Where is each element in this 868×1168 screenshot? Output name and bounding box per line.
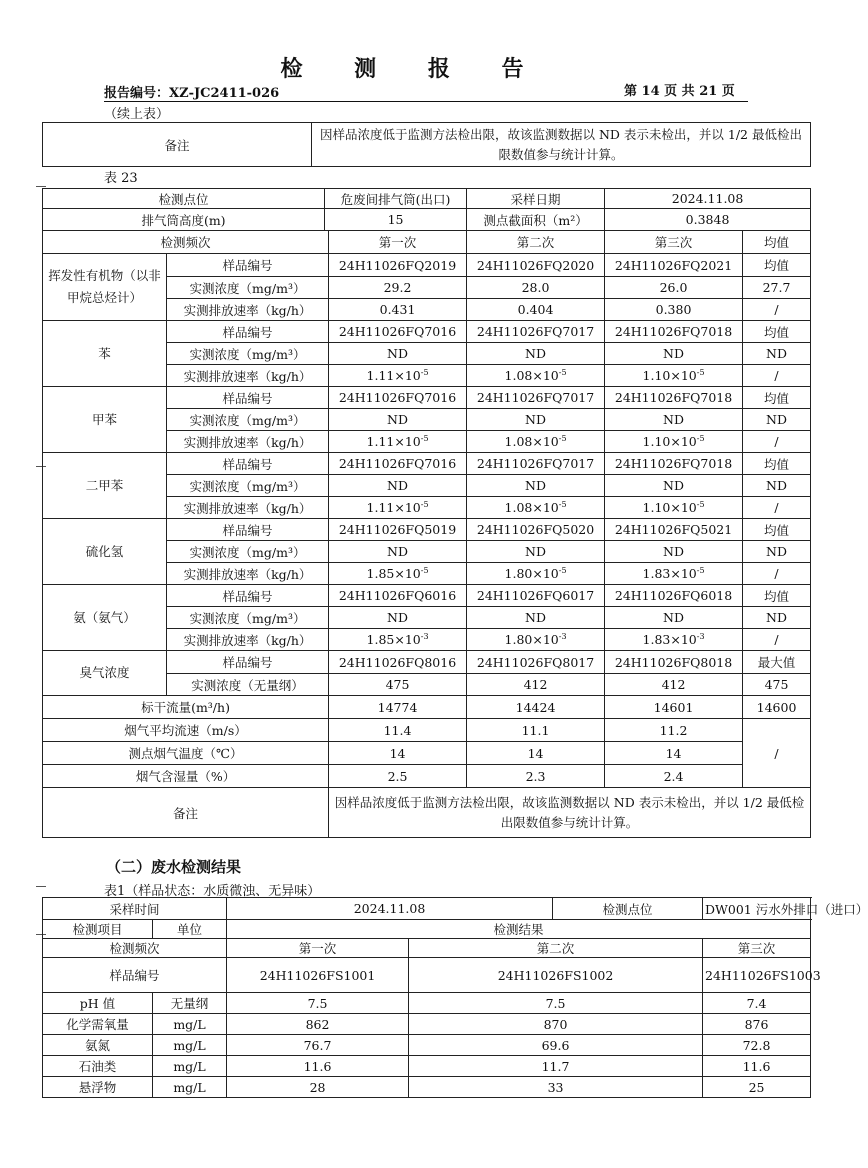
cell-run-2: 24H11026FQ5020 xyxy=(467,519,605,541)
table23-caption: 表 23 xyxy=(104,171,138,186)
cell-avg: 均值 xyxy=(743,585,811,607)
cell-run-2: $1.08\times 10^{-5}$ xyxy=(467,365,605,387)
param-row xyxy=(43,719,811,742)
ww-sample-3: 24H11026FS1003 xyxy=(703,958,811,993)
row-label: 样品编号 xyxy=(167,453,329,475)
cell-avg: / xyxy=(743,497,811,519)
cell-run-3: $1.10\times 10^{-5}$ xyxy=(605,365,743,387)
table-row xyxy=(43,651,811,674)
ww-run-2-value: 69.6 xyxy=(409,1035,703,1056)
group-name: 臭气浓度 xyxy=(43,651,167,696)
row-label: 实测浓度（无量纲） xyxy=(167,674,329,696)
param-run-3: 14 xyxy=(605,742,743,765)
ww-run-1-value: 7.5 xyxy=(227,993,409,1014)
cell-run-1: $1.85\times 10^{-3}$ xyxy=(329,629,467,651)
run-2: 第二次 xyxy=(467,231,605,254)
report-number-value: XZ-JC2411-026 xyxy=(169,86,280,101)
cell-avg: ND xyxy=(743,343,811,365)
row-label: 样品编号 xyxy=(167,254,329,277)
height-value: 15 xyxy=(325,209,467,231)
cell-run-3: 24H11026FQ2021 xyxy=(605,254,743,277)
freq-label: 检测频次 xyxy=(43,231,329,254)
cell-run-2: 24H11026FQ7017 xyxy=(467,321,605,343)
cell-run-2: 24H11026FQ7017 xyxy=(467,453,605,475)
cell-run-3: $1.83\times 10^{-3}$ xyxy=(605,629,743,651)
cell-run-2: 24H11026FQ6017 xyxy=(467,585,605,607)
note-row xyxy=(43,788,811,838)
table-row xyxy=(43,585,811,607)
row-label: 样品编号 xyxy=(167,519,329,541)
cell-run-2: ND xyxy=(467,475,605,497)
param-avg: / xyxy=(743,719,811,788)
param-label: 测点烟气温度（℃） xyxy=(43,742,329,765)
ww-item: 悬浮物 xyxy=(43,1077,153,1098)
param-row xyxy=(43,742,811,765)
cell-avg: 均值 xyxy=(743,254,811,277)
cell-run-2: $1.80\times 10^{-3}$ xyxy=(467,629,605,651)
ww-unit: mg/L xyxy=(153,1056,227,1077)
cell-run-2: ND xyxy=(467,607,605,629)
ww-item-label: 检测项目 xyxy=(43,920,153,939)
row-label: 实测排放速率（kg/h） xyxy=(167,365,329,387)
flow-avg: 14600 xyxy=(743,696,811,719)
cell-run-3: ND xyxy=(605,343,743,365)
ww-unit: mg/L xyxy=(153,1035,227,1056)
table-row xyxy=(43,453,811,475)
cell-run-3: 24H11026FQ7018 xyxy=(605,321,743,343)
cell-run-3: ND xyxy=(605,607,743,629)
table23 xyxy=(42,188,811,838)
ww-unit-label: 单位 xyxy=(153,920,227,939)
flow-run-1: 14774 xyxy=(329,696,467,719)
report-number xyxy=(104,82,279,101)
row-label: 实测浓度（mg/m³） xyxy=(167,475,329,497)
ww-item: 化学需氧量 xyxy=(43,1014,153,1035)
param-run-1: 14 xyxy=(329,742,467,765)
header-rule xyxy=(104,101,748,102)
row-label: 实测排放速率（kg/h） xyxy=(167,563,329,585)
point-value: 危废间排气筒(出口) xyxy=(325,189,467,209)
cell-avg: ND xyxy=(743,607,811,629)
row-label: 实测排放速率（kg/h） xyxy=(167,497,329,519)
cell-run-2: 24H11026FQ2020 xyxy=(467,254,605,277)
prev-note-label: 备注 xyxy=(43,123,312,167)
ww-unit: mg/L xyxy=(153,1014,227,1035)
point-label: 检测点位 xyxy=(43,189,325,209)
area-label: 测点截面积（m²） xyxy=(467,209,605,231)
cell-avg: / xyxy=(743,365,811,387)
param-label: 烟气含湿量（%） xyxy=(43,765,329,788)
date-label: 采样日期 xyxy=(467,189,605,209)
cell-run-3: $1.10\times 10^{-5}$ xyxy=(605,431,743,453)
height-label: 排气筒高度(m) xyxy=(43,209,325,231)
flow-run-2: 14424 xyxy=(467,696,605,719)
cell-run-1: 475 xyxy=(329,674,467,696)
group-name: 二甲苯 xyxy=(43,453,167,519)
cell-avg: 均值 xyxy=(743,519,811,541)
cell-run-2: 412 xyxy=(467,674,605,696)
flow-label: 标干流量(m³/h) xyxy=(43,696,329,719)
cell-run-2: ND xyxy=(467,343,605,365)
ww-run-1-value: 76.7 xyxy=(227,1035,409,1056)
group-name: 氨（氨气） xyxy=(43,585,167,651)
row-label: 样品编号 xyxy=(167,321,329,343)
run-1: 第一次 xyxy=(329,231,467,254)
table-row xyxy=(43,1077,811,1098)
table-row xyxy=(43,254,811,277)
cell-run-2: $1.08\times 10^{-5}$ xyxy=(467,431,605,453)
wastewater-table xyxy=(42,897,868,1098)
note-label: 备注 xyxy=(43,788,329,838)
cell-run-3: 0.380 xyxy=(605,299,743,321)
cell-run-1: ND xyxy=(329,475,467,497)
cell-avg: 最大值 xyxy=(743,651,811,674)
ww-run-3-value: 72.8 xyxy=(703,1035,811,1056)
table-row xyxy=(43,1035,811,1056)
cell-run-1: $1.11\times 10^{-5}$ xyxy=(329,365,467,387)
report-number-label: 报告编号： xyxy=(104,86,170,101)
cell-run-1: 29.2 xyxy=(329,277,467,299)
row-label: 实测浓度（mg/m³） xyxy=(167,343,329,365)
cell-run-3: ND xyxy=(605,541,743,563)
cell-run-3: ND xyxy=(605,475,743,497)
cell-run-3: $1.10\times 10^{-5}$ xyxy=(605,497,743,519)
cell-run-1: 24H11026FQ5019 xyxy=(329,519,467,541)
margin-mark xyxy=(36,886,46,887)
row-label: 实测浓度（mg/m³） xyxy=(167,541,329,563)
cell-run-2: $1.80\times 10^{-5}$ xyxy=(467,563,605,585)
table-row xyxy=(43,387,811,409)
ww-run-2-value: 870 xyxy=(409,1014,703,1035)
cell-run-3: ND xyxy=(605,409,743,431)
cell-run-2: 24H11026FQ7017 xyxy=(467,387,605,409)
cell-run-1: ND xyxy=(329,409,467,431)
ww-item: 石油类 xyxy=(43,1056,153,1077)
row-label: 实测浓度（mg/m³） xyxy=(167,277,329,299)
row-label: 实测浓度（mg/m³） xyxy=(167,409,329,431)
row-label: 样品编号 xyxy=(167,651,329,674)
cell-avg: / xyxy=(743,431,811,453)
cell-run-3: $1.83\times 10^{-5}$ xyxy=(605,563,743,585)
cell-run-3: 24H11026FQ7018 xyxy=(605,387,743,409)
param-label: 烟气平均流速（m/s） xyxy=(43,719,329,742)
cell-run-3: 26.0 xyxy=(605,277,743,299)
ww-freq-label: 检测频次 xyxy=(43,939,227,958)
param-run-2: 14 xyxy=(467,742,605,765)
cell-run-1: 24H11026FQ2019 xyxy=(329,254,467,277)
ww-run-3-value: 11.6 xyxy=(703,1056,811,1077)
ww-sample-1: 24H11026FS1001 xyxy=(227,958,409,993)
cell-run-1: 24H11026FQ7016 xyxy=(329,387,467,409)
row-label: 样品编号 xyxy=(167,387,329,409)
cell-avg: ND xyxy=(743,475,811,497)
page-indicator: 第 14 页 共 21 页 xyxy=(624,84,735,99)
flow-run-3: 14601 xyxy=(605,696,743,719)
ww-item: 氨氮 xyxy=(43,1035,153,1056)
cell-run-1: $1.11\times 10^{-5}$ xyxy=(329,497,467,519)
ww-run-1: 第一次 xyxy=(227,939,409,958)
ww-unit: 无量纲 xyxy=(153,993,227,1014)
ww-run-3-value: 25 xyxy=(703,1077,811,1098)
cell-run-3: 24H11026FQ7018 xyxy=(605,453,743,475)
cell-run-1: $1.11\times 10^{-5}$ xyxy=(329,431,467,453)
cell-run-2: ND xyxy=(467,541,605,563)
cell-run-1: ND xyxy=(329,541,467,563)
ww-run-2-value: 7.5 xyxy=(409,993,703,1014)
continued-label: （续上表） xyxy=(104,107,170,122)
cell-run-2: 28.0 xyxy=(467,277,605,299)
ww-point-value: DW001 污水外排口（进口） xyxy=(703,898,811,920)
table-row xyxy=(43,1056,811,1077)
cell-avg: 27.7 xyxy=(743,277,811,299)
prev-note-table xyxy=(42,122,811,167)
prev-note-text: 因样品浓度低于监测方法检出限，故该监测数据以 ND 表示未检出，并以 1/2 最低检出限数值参与统计计算。 xyxy=(312,123,811,167)
ww-run-3-value: 7.4 xyxy=(703,993,811,1014)
cell-run-1: ND xyxy=(329,343,467,365)
cell-run-1: 24H11026FQ7016 xyxy=(329,453,467,475)
group-name: 挥发性有机物（以非甲烷总烃计） xyxy=(43,254,167,321)
flow-row xyxy=(43,696,811,719)
cell-avg: 均值 xyxy=(743,387,811,409)
ww-run-1-value: 11.6 xyxy=(227,1056,409,1077)
ww-run-2-value: 11.7 xyxy=(409,1056,703,1077)
row-label: 样品编号 xyxy=(167,585,329,607)
area-value: 0.3848 xyxy=(605,209,811,231)
ww-sample-2: 24H11026FS1002 xyxy=(409,958,703,993)
cell-run-1: 0.431 xyxy=(329,299,467,321)
cell-run-1: 24H11026FQ6016 xyxy=(329,585,467,607)
run-3: 第三次 xyxy=(605,231,743,254)
ww-unit: mg/L xyxy=(153,1077,227,1098)
param-run-3: 11.2 xyxy=(605,719,743,742)
cell-avg: ND xyxy=(743,541,811,563)
param-row xyxy=(43,765,811,788)
table-row xyxy=(43,321,811,343)
cell-avg: / xyxy=(743,563,811,585)
table-row xyxy=(43,993,811,1014)
ww-run-2-value: 33 xyxy=(409,1077,703,1098)
row-label: 实测排放速率（kg/h） xyxy=(167,299,329,321)
cell-run-2: 24H11026FQ8017 xyxy=(467,651,605,674)
row-label: 实测排放速率（kg/h） xyxy=(167,431,329,453)
group-name: 硫化氢 xyxy=(43,519,167,585)
ww-result-label: 检测结果 xyxy=(227,920,811,939)
param-run-3: 2.4 xyxy=(605,765,743,788)
ww-time-label: 采样时间 xyxy=(43,898,227,920)
cell-avg: 均值 xyxy=(743,321,811,343)
cell-avg: 均值 xyxy=(743,453,811,475)
cell-run-3: 24H11026FQ8018 xyxy=(605,651,743,674)
cell-run-2: $1.08\times 10^{-5}$ xyxy=(467,497,605,519)
table-row xyxy=(43,1014,811,1035)
param-run-2: 11.1 xyxy=(467,719,605,742)
cell-avg: / xyxy=(743,629,811,651)
ww-time-value: 2024.11.08 xyxy=(227,898,553,920)
ww-run-2: 第二次 xyxy=(409,939,703,958)
ww-point-label: 检测点位 xyxy=(553,898,703,920)
ww-run-3-value: 876 xyxy=(703,1014,811,1035)
ww-run-1-value: 28 xyxy=(227,1077,409,1098)
cell-run-2: ND xyxy=(467,409,605,431)
cell-run-3: 412 xyxy=(605,674,743,696)
param-run-1: 2.5 xyxy=(329,765,467,788)
table-row xyxy=(43,519,811,541)
cell-run-3: 24H11026FQ5021 xyxy=(605,519,743,541)
note-text: 因样品浓度低于监测方法检出限，故该监测数据以 ND 表示未检出，并以 1/2 最低检出限数值参与统计计算。 xyxy=(329,788,811,838)
row-label: 实测排放速率（kg/h） xyxy=(167,629,329,651)
group-name: 苯 xyxy=(43,321,167,387)
cell-run-1: 24H11026FQ7016 xyxy=(329,321,467,343)
cell-run-3: 24H11026FQ6018 xyxy=(605,585,743,607)
cell-avg: ND xyxy=(743,409,811,431)
wastewater-caption: 表1（样品状态：水质微浊、无异味） xyxy=(104,884,321,899)
ww-sample-label: 样品编号 xyxy=(43,958,227,993)
ww-item: pH 值 xyxy=(43,993,153,1014)
wastewater-section-title: （二）废水检测结果 xyxy=(106,858,242,876)
margin-mark xyxy=(36,186,46,187)
cell-run-1: 24H11026FQ8016 xyxy=(329,651,467,674)
ww-run-3: 第三次 xyxy=(703,939,811,958)
cell-run-1: $1.85\times 10^{-5}$ xyxy=(329,563,467,585)
cell-run-2: 0.404 xyxy=(467,299,605,321)
date-value: 2024.11.08 xyxy=(605,189,811,209)
param-run-1: 11.4 xyxy=(329,719,467,742)
avg-header: 均值 xyxy=(743,231,811,254)
cell-avg: / xyxy=(743,299,811,321)
param-run-2: 2.3 xyxy=(467,765,605,788)
cell-run-1: ND xyxy=(329,607,467,629)
group-name: 甲苯 xyxy=(43,387,167,453)
cell-avg: 475 xyxy=(743,674,811,696)
ww-run-1-value: 862 xyxy=(227,1014,409,1035)
row-label: 实测浓度（mg/m³） xyxy=(167,607,329,629)
report-title: 检 测 报 告 xyxy=(280,56,546,82)
